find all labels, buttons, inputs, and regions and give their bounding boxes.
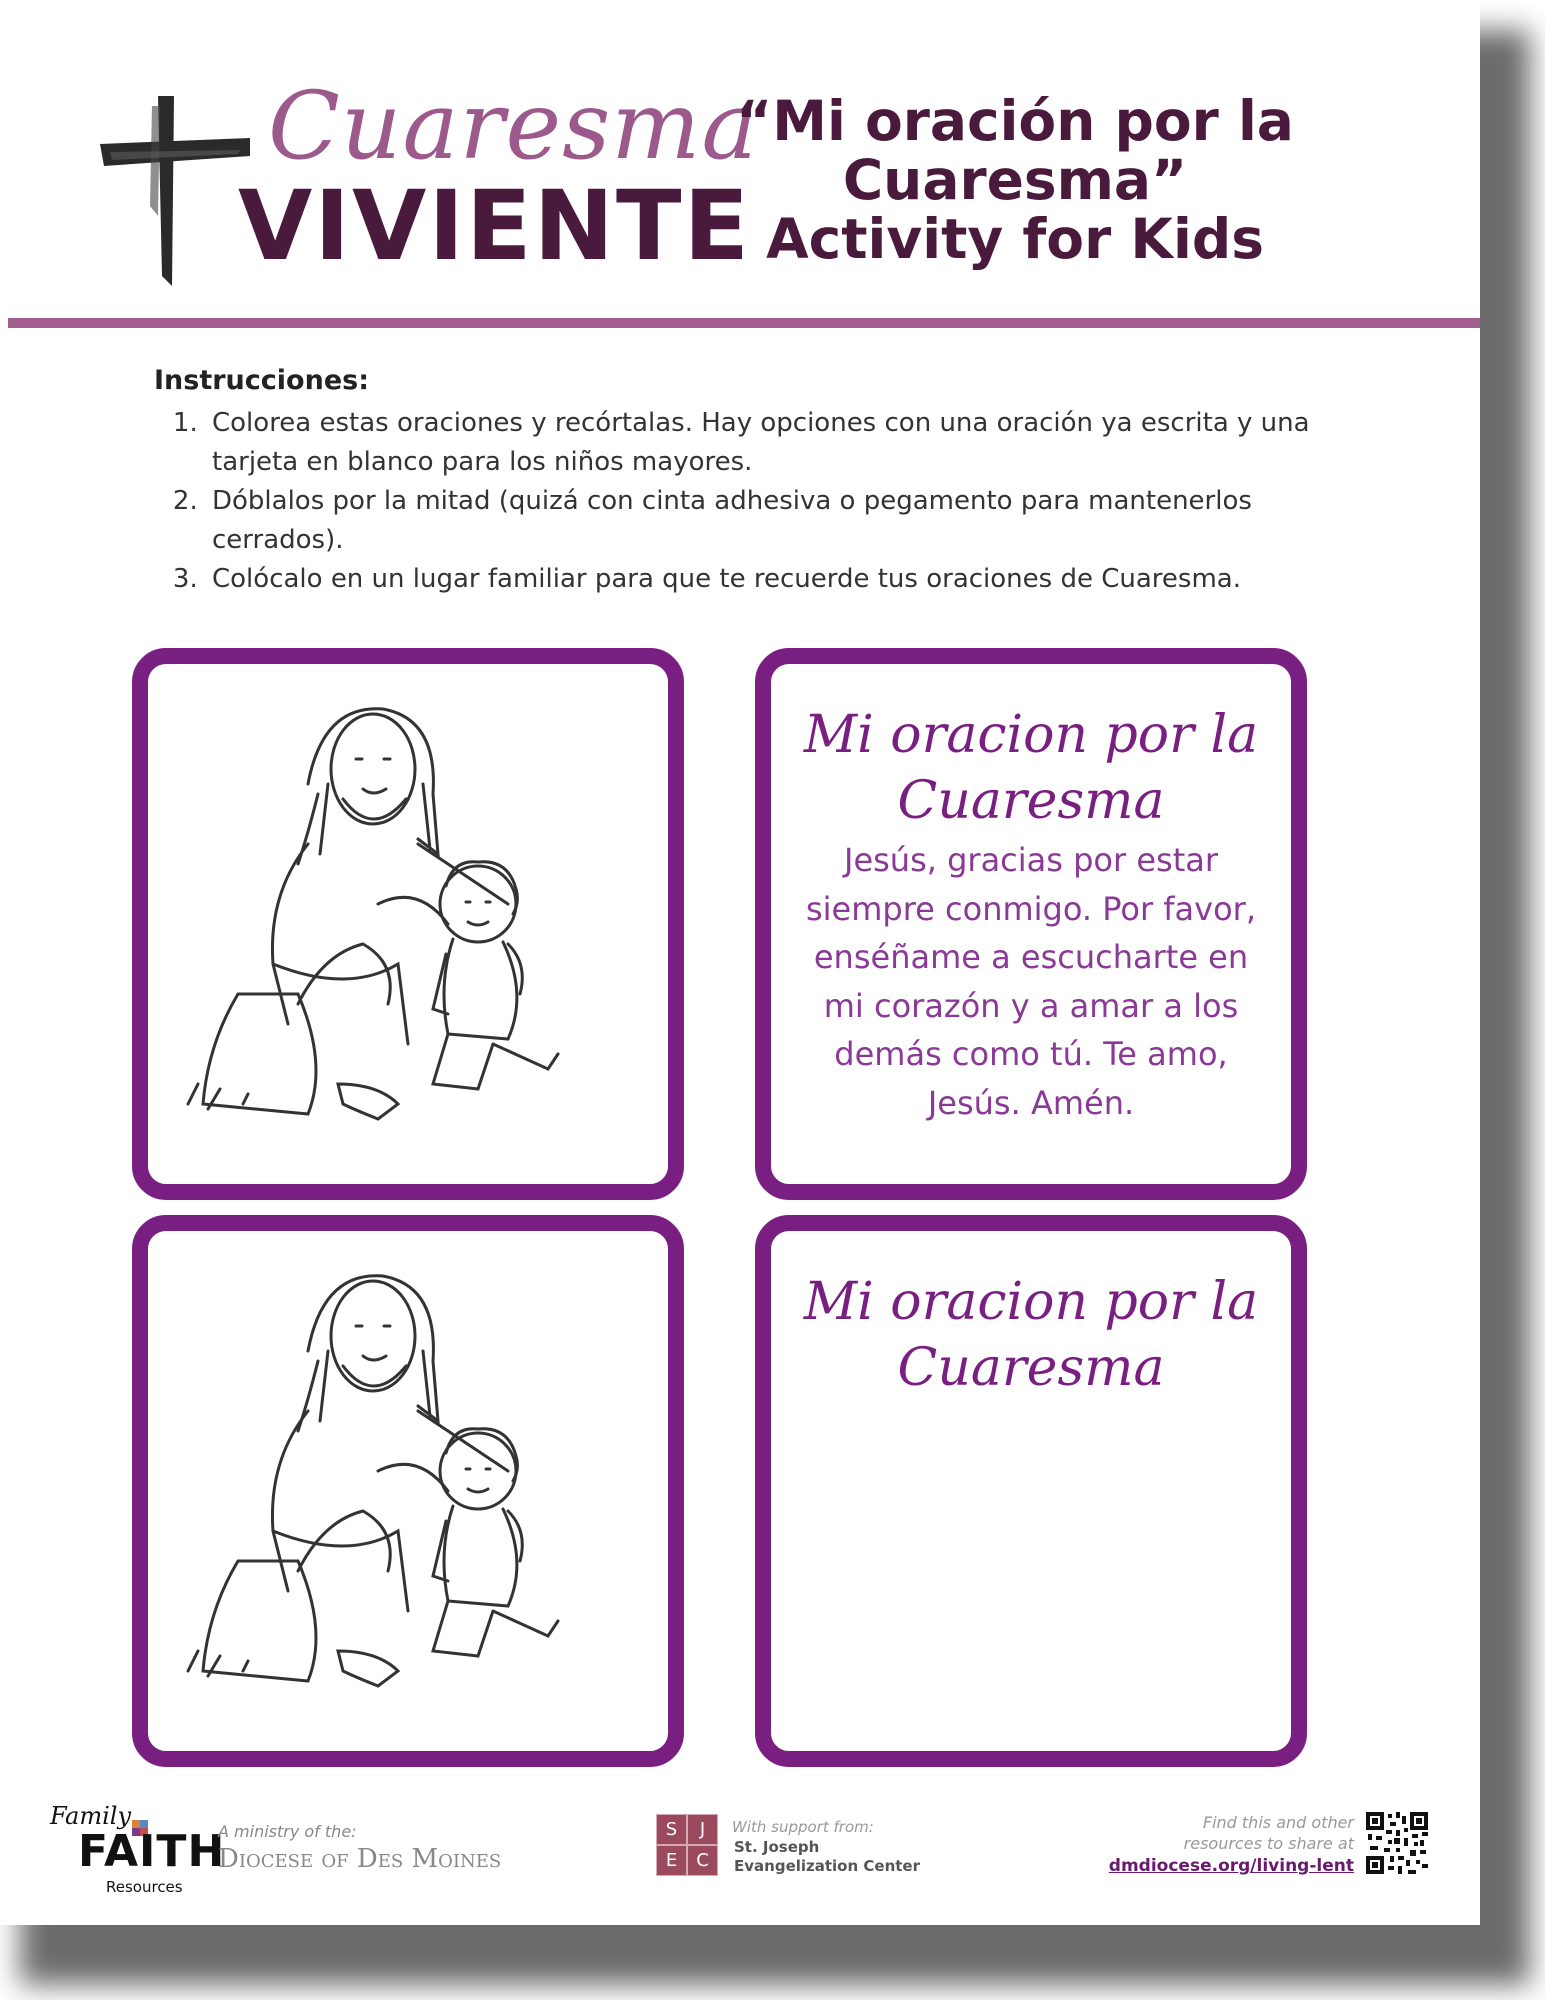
logo-script-text: Cuaresma (268, 72, 759, 181)
instruction-item: 2. Dóblalos por la mitad (quizá con cinta adhesiva o pegamento para mantenerlos cerrados). (206, 482, 1354, 560)
jesus-and-child-drawing (148, 1231, 668, 1751)
instruction-item: 3. Colócalo en un lugar familiar para que te recuerde tus oraciones de Cuaresma. (206, 560, 1354, 599)
instructions-list (154, 404, 1354, 599)
prayer-card (755, 648, 1307, 1200)
family-faith-logo-resources: Resources (106, 1878, 183, 1896)
find-line: resources to share at (1183, 1834, 1354, 1853)
card-title-line: Cuaresma (897, 1338, 1165, 1398)
family-faith-logo-faith: FAITH (78, 1826, 226, 1877)
instructions-heading: Instrucciones: (154, 365, 369, 396)
sjec-letter: J (687, 1814, 718, 1845)
qr-code-icon[interactable] (1366, 1812, 1428, 1874)
sjec-letter: C (687, 1845, 718, 1876)
family-faith-logo-family: Family (50, 1802, 131, 1830)
support-org-line: Evangelization Center (734, 1857, 920, 1875)
card-title (771, 1269, 1291, 1401)
instruction-item: 1. Colorea estas oraciones y recórtalas. Hay opciones con una oración ya escrita y una tarjeta en blanco para los niños mayores. (206, 404, 1354, 482)
prayer-text: Jesús, gracias por estar siempre conmigo. Por favor, enséñame a escucharte en mi corazón y a amar a los demás como tú. Te amo, Jesús. Amén. (805, 841, 1256, 1122)
page-title (720, 89, 1310, 271)
cross-icon (100, 96, 250, 286)
diocese-name: Diocese of Des Moines (218, 1844, 502, 1874)
title-line: Activity for Kids (766, 207, 1264, 271)
title-line: “Mi oración por la (736, 89, 1294, 153)
card-title-line: Cuaresma (897, 771, 1165, 831)
title-line: Cuaresma” (842, 148, 1188, 212)
coloring-card (132, 1215, 684, 1767)
resources-link[interactable]: dmdiocese.org/living-lent (1108, 1856, 1354, 1876)
instructions (154, 365, 1354, 599)
header-divider (8, 318, 1480, 328)
card-title (771, 702, 1291, 834)
card-title-line: Mi oracion por la (803, 1272, 1259, 1332)
support-label: With support from: (732, 1818, 874, 1836)
sjec-letter: S (656, 1814, 687, 1845)
logo-viviente-text: VIVIENTE (238, 170, 752, 282)
find-resources-text (1050, 1812, 1354, 1854)
support-org-line: St. Joseph (734, 1838, 820, 1856)
support-org (734, 1838, 920, 1876)
jesus-and-child-drawing (148, 664, 668, 1184)
blank-prayer-card (755, 1215, 1307, 1767)
card-title-line: Mi oracion por la (803, 705, 1259, 765)
find-line: Find this and other (1202, 1813, 1354, 1832)
sjec-logo (656, 1814, 718, 1876)
coloring-card (132, 648, 684, 1200)
ministry-label: A ministry of the: (218, 1822, 357, 1841)
sjec-letter: E (656, 1845, 687, 1876)
